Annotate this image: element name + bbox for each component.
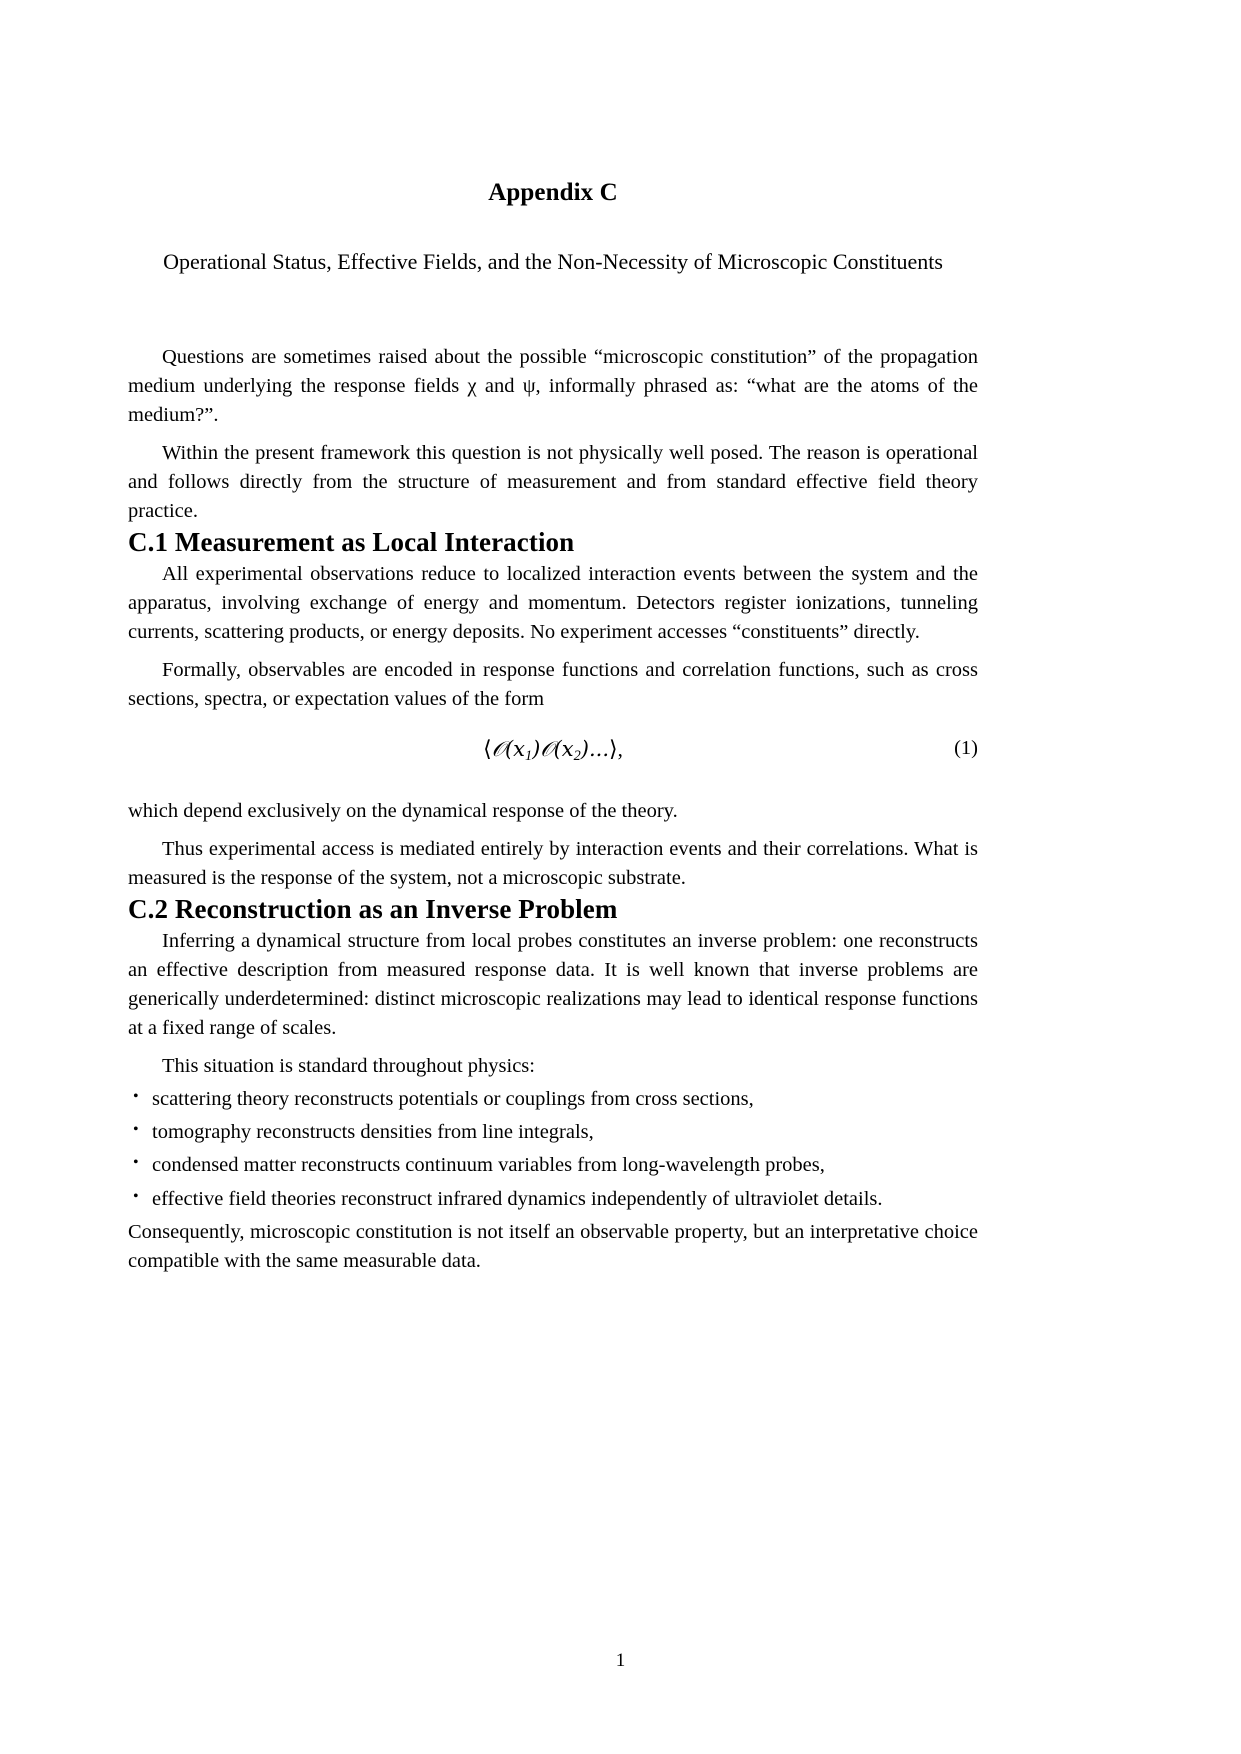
equation-trailing-comma: , xyxy=(617,736,623,761)
page-content xyxy=(128,0,978,1276)
list-item xyxy=(128,1118,978,1147)
section-c2-paragraph-1: Inferring a dynamical structure from local probes constitutes an inverse problem: one reconstructs an effective description from measured response data. It is well known that inverse problems are generically underdetermined: distinct microscopic realizations may lead to identical response functions at a fixed range of scales. xyxy=(128,929,978,1039)
equation-subscript-2: 2 xyxy=(573,747,581,764)
list-item xyxy=(128,1185,978,1214)
page-title: Appendix C xyxy=(488,179,618,206)
list-item-label: condensed matter reconstructs continuum variables from long-wavelength probes, xyxy=(152,1154,825,1177)
page-number: 1 xyxy=(615,1650,626,1671)
bullet-dot-icon: • xyxy=(133,1187,139,1205)
section-c1-paragraph-2: Formally, observables are encoded in response functions and correlation functions, such as cross sections, spectra, or expectation values of the form xyxy=(128,659,978,711)
equation-variable-2: x xyxy=(561,736,574,761)
bullet-dot-icon: • xyxy=(133,1121,139,1139)
section-c2-paragraph-2: This situation is standard throughout physics: xyxy=(162,1055,535,1078)
equation-subscript-1: 1 xyxy=(525,747,533,764)
section-c1-paragraph-1: All experimental observations reduce to localized interaction events between the system and the apparatus, involving exchange of energy and momentum. Detectors register ionizations, tunneling currents, scattering products, or energy deposits. No experiment accesses “constituents” directly. xyxy=(128,563,978,644)
intro-paragraph-2: Within the present framework this question is not physically well posed. The reason is operational and follows directly from the structure of measurement and from standard effective field theory practice. xyxy=(128,441,978,523)
section-heading-c1: C.1 Measurement as Local Interaction xyxy=(128,527,575,558)
equation-paren-close-2: ) xyxy=(580,736,589,761)
equation-paren-open-1: ( xyxy=(504,736,514,761)
equation-ellipsis: ... xyxy=(588,736,610,761)
angle-bracket-close-icon: ⟩ xyxy=(609,736,618,762)
list-item-label: tomography reconstructs densities from line integrals, xyxy=(152,1121,594,1144)
equation-number: (1) xyxy=(954,736,978,759)
operator-symbol-2: 𝒪 xyxy=(540,736,554,761)
display-equation xyxy=(128,737,978,777)
inverse-problem-examples-list xyxy=(128,1085,978,1213)
equation-paren-open-2: ( xyxy=(553,736,562,761)
equation-expression xyxy=(128,737,978,765)
equation-paren-close-1: ) xyxy=(532,736,541,761)
bullet-dot-icon: • xyxy=(133,1154,139,1172)
list-item-label: effective field theories reconstruct infrared dynamics independently of ultraviolet details. xyxy=(152,1187,883,1210)
section-c2-paragraph-3: Consequently, microscopic constitution is not itself an observable property, but an interpretative choice compatible with the same measurable data. xyxy=(128,1220,978,1272)
section-c1-paragraph-3: which depend exclusively on the dynamical response of the theory. xyxy=(128,799,678,822)
equation-variable-1: x xyxy=(513,736,526,761)
list-item xyxy=(128,1085,978,1114)
section-c1-paragraph-4: Thus experimental access is mediated entirely by interaction events and their correlations. What is measured is the response of the system, not a microscopic substrate. xyxy=(128,837,978,889)
section-heading-c2: C.2 Reconstruction as an Inverse Problem xyxy=(128,893,618,924)
list-item-label: scattering theory reconstructs potentials or couplings from cross sections, xyxy=(152,1088,754,1111)
operator-symbol-1: 𝒪 xyxy=(491,736,505,761)
page-subtitle: Operational Status, Effective Fields, and the Non-Necessity of Microscopic Constituents xyxy=(163,249,943,274)
angle-bracket-open-icon: ⟨ xyxy=(483,736,492,762)
bullet-dot-icon: • xyxy=(133,1088,139,1106)
intro-paragraph-1: Questions are sometimes raised about the possible “microscopic constitution” of the propagation medium underlying the response fields χ and ψ, informally phrased as: “what are the atoms of the medium?”. xyxy=(128,345,978,426)
list-item xyxy=(128,1151,978,1180)
